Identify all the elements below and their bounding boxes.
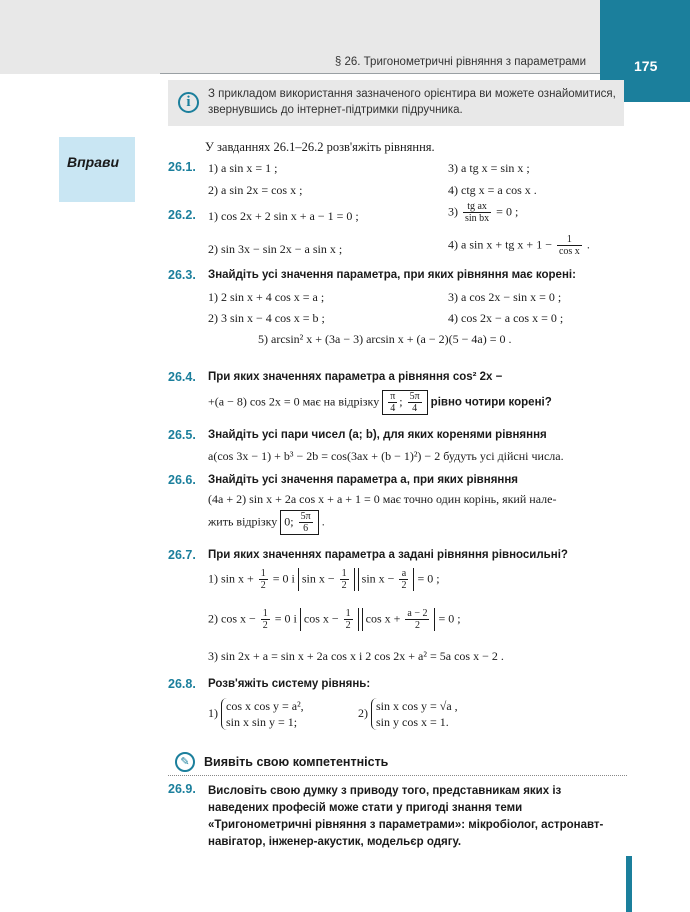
exercise-text <box>208 510 325 535</box>
header-divider <box>160 73 600 74</box>
exercise-number: 26.2. <box>168 208 196 222</box>
fraction-numerator: tg ax <box>463 201 491 213</box>
exercise-item: 1) a sin x = 1 ; <box>208 161 278 175</box>
text-fragment: Тригонометричні рівняння з параметрами <box>214 819 455 831</box>
page-header <box>0 0 600 74</box>
paren-group <box>298 568 355 591</box>
item-label: 2) <box>358 705 368 720</box>
text-fragment: sin x − <box>361 571 395 586</box>
fraction-denominator: 2 <box>401 580 407 591</box>
interval-bracket: $\frac{\pi}{4}$ ; $\frac{5\pi}{4}$ <box>382 390 427 415</box>
fraction <box>463 201 491 224</box>
exercise-text: Знайдіть усі значення параметра, при яких рівняння має корені: <box>208 269 576 281</box>
info-icon: i <box>178 92 199 113</box>
fraction-denominator: 2 <box>414 620 420 631</box>
text-fragment: рівно чотири корені? <box>430 396 552 409</box>
text-fragment: = 0 і <box>274 611 297 626</box>
system-line: sin x sin y = 1; <box>226 715 298 729</box>
text-fragment: 1) sin x + <box>208 571 254 586</box>
fraction <box>259 568 268 591</box>
fraction-numerator: π <box>390 391 396 402</box>
system-line: sin y cos x = 1. <box>376 715 449 729</box>
exercise-text <box>208 390 552 415</box>
text-fragment: . <box>321 514 325 529</box>
exercise-number: 26.8. <box>168 677 196 691</box>
competence-title: Виявіть свою компетентність <box>204 755 389 769</box>
fraction-denominator: 2 <box>341 580 347 591</box>
fraction-numerator: 5π <box>409 391 420 402</box>
exercise-item: 1) cos 2x + 2 sin x + a − 1 = 0 ; <box>208 209 359 223</box>
fraction-numerator: 5π <box>300 511 311 522</box>
exercise-intro: У завданнях 26.1–26.2 розв'яжіть рівняння. <box>205 140 435 154</box>
equation-system <box>371 698 458 730</box>
exercise-number: 26.5. <box>168 428 196 442</box>
text-fragment: »: мікробіолог, астронавт-навігатор, інженер-акустик, модельєр одягу. <box>208 819 604 848</box>
item-prefix: 4) a sin x + tg x + 1 − <box>448 237 552 252</box>
exercise-item: 4) cos 2x − a cos x = 0 ; <box>448 311 564 325</box>
fraction-numerator: 1 <box>341 568 347 579</box>
competence-divider <box>168 775 627 776</box>
text-fragment: = 0 ; <box>417 571 440 586</box>
fraction-denominator: cos x <box>558 246 580 257</box>
exercise-item: 2) sin 3x − sin 2x − a sin x ; <box>208 242 343 256</box>
exercise-item <box>208 698 304 730</box>
fraction-denominator: 2 <box>345 620 351 631</box>
exercise-number: 26.9. <box>168 782 196 796</box>
exercise-item <box>208 608 461 631</box>
exercise-item: 1) 2 sin x + 4 cos x = a ; <box>208 290 325 304</box>
fraction-numerator: 1 <box>345 608 351 619</box>
exercise-text: a(cos 3x − 1) + b³ − 2b = cos(3ax + (b − 1)²) − 2 будуть усі дійсні числа. <box>208 449 564 463</box>
exercise-number: 26.7. <box>168 548 196 562</box>
exercise-item <box>208 568 440 591</box>
fraction <box>344 608 353 631</box>
exercises-label: Вправи <box>67 154 120 170</box>
interval-bracket <box>280 510 318 535</box>
exercise-item: 3) a cos 2x − sin x = 0 ; <box>448 290 562 304</box>
text-fragment: жить відрізку <box>208 514 278 529</box>
fraction-denominator: 4 <box>390 403 396 414</box>
item-prefix: 3) <box>448 204 458 219</box>
fraction <box>408 391 422 414</box>
exercise-number: 26.4. <box>168 370 196 384</box>
text-fragment: = 0 і <box>272 571 295 586</box>
text-fragment: Висловіть свою думку з приводу того, представникам яких із наведених професій може стати у пригоді знання теми « <box>208 785 562 831</box>
exercise-number: 26.6. <box>168 473 196 487</box>
text-fragment: +(a − 8) cos 2x = 0 має на відрізку <box>208 394 380 409</box>
fraction <box>388 391 397 414</box>
text-fragment: cos x − <box>303 611 339 626</box>
text-fragment: cos x + <box>365 611 401 626</box>
fraction <box>299 511 313 534</box>
exercise-item <box>448 234 590 257</box>
exercise-text <box>208 783 624 851</box>
exercise-item: 5) arcsin² x + (3a − 3) arcsin x + (a − 2)(5 − 4a) = 0 . <box>258 332 512 346</box>
fraction-denominator: 4 <box>412 403 418 414</box>
item-suffix: . <box>586 237 590 252</box>
competence-icon: ✎ <box>175 752 195 772</box>
text-fragment: = 0 ; <box>438 611 461 626</box>
exercises-label-box <box>59 137 135 202</box>
paren-group <box>362 608 436 631</box>
exercise-item: 4) ctg x = a cos x . <box>448 183 537 197</box>
item-label: 1) <box>208 705 218 720</box>
exercise-text: Знайдіть усі пари чисел (a; b), для яких коренями рівняння <box>208 429 547 441</box>
exercise-item: 3) a tg x = sin x ; <box>448 161 530 175</box>
paren-group <box>300 608 359 631</box>
exercise-text: (4a + 2) sin x + 2a cos x + a + 1 = 0 має точно один корінь, який нале- <box>208 492 557 506</box>
fraction-denominator: sin bx <box>465 213 490 224</box>
exercise-item <box>448 201 518 224</box>
exercise-text: При яких значеннях параметра a рівняння cos² 2x − <box>208 371 503 383</box>
fraction-numerator: 1 <box>262 608 268 619</box>
interval-left: 0; <box>284 514 294 529</box>
paren-group <box>358 568 415 591</box>
fraction-denominator: 2 <box>262 620 268 631</box>
text-fragment: sin x − <box>301 571 335 586</box>
fraction <box>557 234 582 257</box>
exercise-item: 3) sin 2x + a = sin x + 2a cos x і 2 cos 2x + a² = 5a cos x − 2 . <box>208 649 504 663</box>
exercise-item: 2) a sin 2x = cos x ; <box>208 183 303 197</box>
exercise-text: При яких значеннях параметра a задані рівняння рівносильні? <box>208 549 568 561</box>
exercise-text: Розв'яжіть систему рівнянь: <box>208 678 371 690</box>
exercise-number: 26.1. <box>168 160 196 174</box>
fraction-numerator: 1 <box>260 568 266 579</box>
fraction <box>340 568 349 591</box>
exercise-item <box>358 698 458 730</box>
exercise-item: 2) 3 sin x − 4 cos x = b ; <box>208 311 325 325</box>
fraction <box>261 608 270 631</box>
system-line: cos x cos y = a², <box>226 699 304 713</box>
info-note-text: З прикладом використання зазначеного орієнтира ви можете ознайомитися, звернувшись до інтернет-підтримки підручника. <box>208 88 616 116</box>
item-suffix: = 0 ; <box>496 204 519 219</box>
fraction <box>405 608 429 631</box>
text-fragment: 2) cos x − <box>208 611 256 626</box>
exercise-number: 26.3. <box>168 268 196 282</box>
fraction-denominator: 2 <box>260 580 266 591</box>
exercise-text: Знайдіть усі значення параметра a, при яких рівняння <box>208 474 519 486</box>
fraction-denominator: 6 <box>303 523 309 534</box>
page-edge-bar <box>626 856 632 912</box>
fraction-numerator: a − 2 <box>407 608 428 619</box>
system-line: sin x cos y = √a , <box>376 699 458 713</box>
equation-system <box>221 698 304 730</box>
fraction-numerator: 1 <box>557 234 582 246</box>
fraction <box>399 568 408 591</box>
section-title: § 26. Тригонометричні рівняння з параметрами <box>334 56 586 68</box>
fraction-numerator: a <box>399 568 408 580</box>
page-number: 175 <box>634 58 658 74</box>
